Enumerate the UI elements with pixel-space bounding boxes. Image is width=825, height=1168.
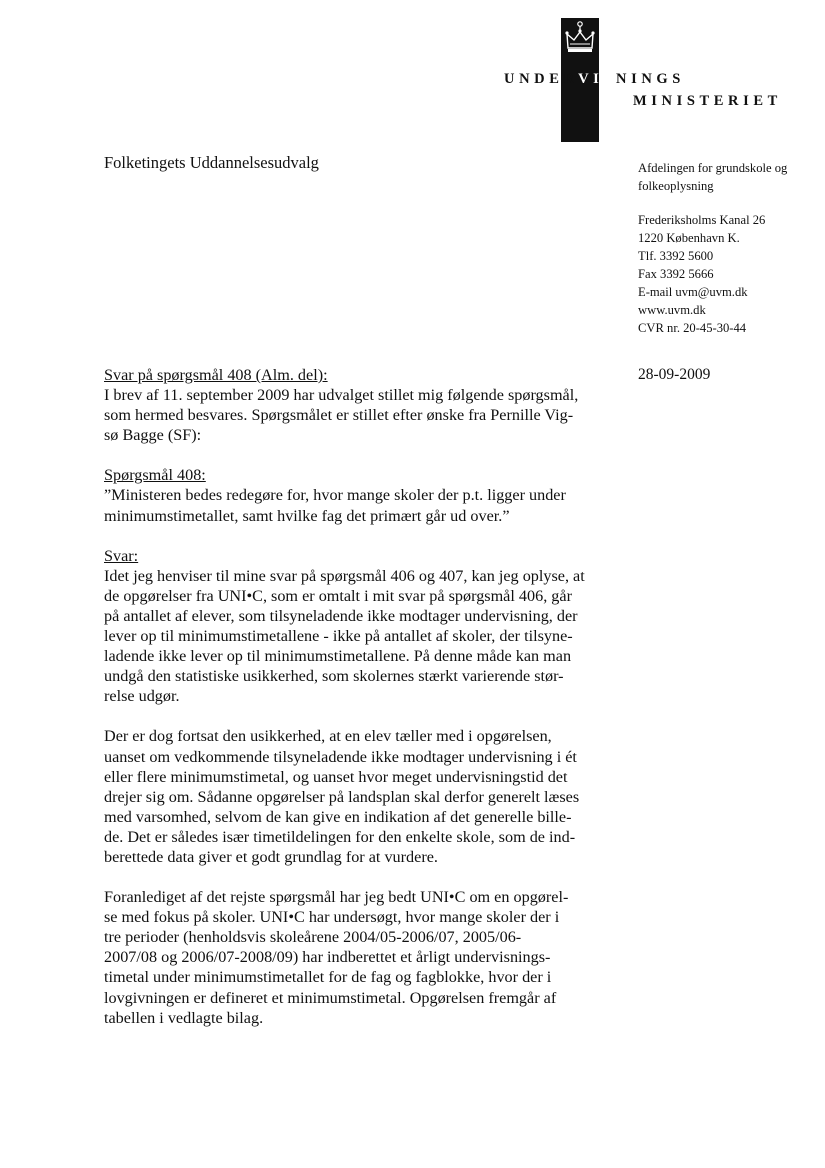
question-line: minimumstimetallet, samt hvilke fag det primært går ud over.”	[104, 506, 510, 525]
letter-date: 28-09-2009	[638, 366, 711, 383]
answer-line: undgå den statistiske usikkerhed, som skolernes stærkt varierende stør-	[104, 667, 564, 686]
answer-line: Der er dog fortsat den usikkerhed, at en elev tæller med i opgørelsen,	[104, 727, 552, 746]
letter-body	[104, 365, 594, 1028]
answer-line: lovgivningen er defineret et minimumstimetal. Opgørelsen fremgår af	[104, 988, 557, 1007]
sender-department-line2: folkeoplysning	[638, 179, 714, 193]
logo-wordmark-line1: UNDERVISNINGS	[504, 71, 685, 87]
answer-line: ladende ikke lever op til minimumstimetallene. På denne måde kan man	[104, 647, 572, 666]
sender-email: E-mail uvm@uvm.dk	[638, 285, 748, 299]
intro-line: I brev af 11. september 2009 har udvalget stillet mig følgende spørgsmål,	[104, 386, 579, 405]
sender-fax: Fax 3392 5666	[638, 267, 714, 281]
answer-line: uanset om vedkommende tilsyneladende ikke modtager undervisning i ét	[104, 747, 577, 766]
answer-line: med varsomhed, selvom de kan give en indikation af det generelle bille-	[104, 807, 572, 826]
intro-line: som hermed besvares. Spørgsmålet er stillet efter ønske fra Pernille Vig-	[104, 406, 574, 425]
answer-line: tabellen i vedlagte bilag.	[104, 1008, 264, 1027]
answer-line: eller flere minimumstimetal, og uanset hvor meget undervisningstid det	[104, 767, 568, 786]
recipient: Folketingets Uddannelsesudvalg	[104, 153, 319, 172]
crown-icon	[564, 20, 596, 58]
answer-line: drejer sig om. Sådanne opgørelser på landsplan skal derfor generelt læses	[104, 787, 580, 806]
answer-line: se med fokus på skoler. UNI•C har undersøgt, hvor mange skoler der i	[104, 908, 560, 927]
letter-heading: Svar på spørgsmål 408 (Alm. del):	[104, 366, 328, 384]
sender-city: 1220 København K.	[638, 231, 740, 245]
answer-line: timetal under minimumstimetallet for de fag og fagblokke, hvor der i	[104, 968, 552, 987]
sender-cvr: CVR nr. 20-45-30-44	[638, 321, 747, 335]
answer-line: Foranlediget af det rejste spørgsmål har jeg bedt UNI•C om en opgørel-	[104, 888, 569, 907]
answer-line: 2007/08 og 2006/07-2008/09) har indberettet et årligt undervisnings-	[104, 948, 551, 967]
answer-line: Idet jeg henviser til mine svar på spørgsmål 406 og 407, kan jeg oplyse, at	[104, 566, 585, 585]
answer-line: på antallet af elever, som tilsyneladende ikke modtager undervisning, der	[104, 606, 578, 625]
sender-address: Frederiksholms Kanal 26	[638, 213, 766, 227]
logo-wordmark-line2: MINISTERIET	[633, 93, 782, 109]
sender-block	[638, 159, 818, 337]
sender-web: www.uvm.dk	[638, 303, 706, 317]
intro-line: sø Bagge (SF):	[104, 426, 202, 445]
answer-line: de. Det er således især timetildelingen for den enkelte skole, som de ind-	[104, 827, 576, 846]
answer-line: berettede data giver et godt grundlag for at vurdere.	[104, 847, 438, 866]
answer-line: lever op til minimumstimetallene - ikke på antallet af skoler, der tilsyne-	[104, 627, 573, 646]
answer-heading: Svar:	[104, 546, 139, 565]
question-heading: Spørgsmål 408:	[104, 466, 206, 485]
answer-line: relse udgør.	[104, 687, 180, 706]
answer-line: tre perioder (henholdsvis skoleårene 2004/05-2006/07, 2005/06-	[104, 928, 522, 947]
question-line: ”Ministeren bedes redegøre for, hvor mange skoler der p.t. ligger under	[104, 486, 566, 505]
answer-line: de opgørelser fra UNI•C, som er omtalt i mit svar på spørgsmål 406, går	[104, 586, 572, 605]
sender-department-line1: Afdelingen for grundskole og	[638, 161, 788, 175]
sender-phone: Tlf. 3392 5600	[638, 249, 714, 263]
